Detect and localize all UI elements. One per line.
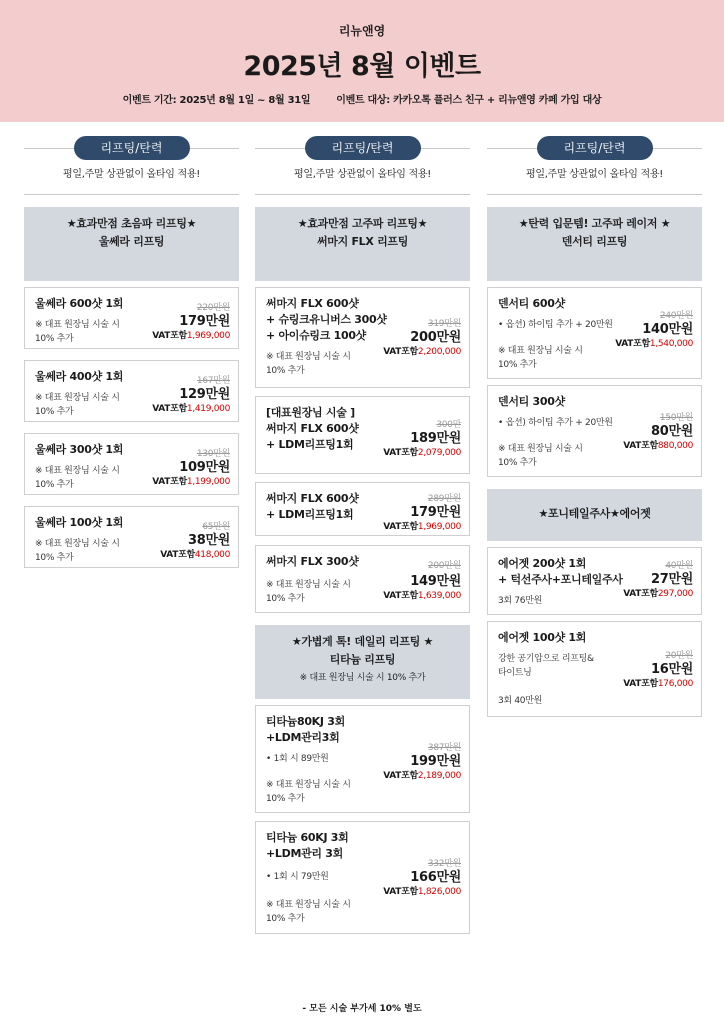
sale-price: 149만원 <box>410 574 461 589</box>
note-text: 10% 추가 <box>266 794 305 804</box>
note-text: ※ 대표 원장님 시술 시 <box>266 780 351 790</box>
section-banner <box>255 207 470 281</box>
note-text: 타이트닝 <box>498 668 532 678</box>
product-card[interactable] <box>487 621 702 717</box>
banner-line: ★효과만점 고주파 리프팅★ <box>297 217 428 230</box>
product-name: 티타늄80KJ 3회 +LDM관리3회 <box>266 715 345 744</box>
option-text: • 옵션) 하이팁 추가 + 20만원 <box>498 418 613 428</box>
vat-price: VAT포함1,199,000 <box>152 477 230 487</box>
product-name: 울쎄라 400샷 1회 <box>35 370 124 383</box>
footer-note: - 모든 시술 부가세 10% 별도 <box>302 1004 422 1014</box>
note-text: 10% 추가 <box>35 480 74 490</box>
event-period: 이벤트 기간: 2025년 8월 1일 ~ 8월 31일 <box>122 95 311 106</box>
vat-price: VAT포함1,419,000 <box>152 404 230 414</box>
product-card[interactable] <box>255 705 470 813</box>
event-info <box>0 91 724 106</box>
section-banner <box>255 625 470 699</box>
sale-price: 80만원 <box>650 424 693 439</box>
product-card[interactable] <box>255 396 470 474</box>
apply-note: 평일,주말 상관없이 올타임 적용! <box>63 169 200 180</box>
product-card[interactable] <box>255 821 470 934</box>
note-text: 10% 추가 <box>35 553 74 563</box>
vat-price: VAT포함2,200,000 <box>383 347 461 357</box>
brand-name: 리뉴앤영 <box>338 24 386 38</box>
column-1 <box>24 136 239 568</box>
note-text: ※ 대표 원장님 시술 시 <box>35 466 120 476</box>
divider <box>24 194 239 195</box>
vat-price: VAT포함176,000 <box>623 679 693 689</box>
banner-line: ★효과만점 초음파 리프팅★ <box>66 217 197 230</box>
column-2 <box>255 136 470 934</box>
product-name: 에어젯 100샷 1회 <box>498 631 587 644</box>
banner-line: 티타늄 리프팅 <box>329 653 396 666</box>
note-text: ※ 대표 원장님 시술 시 <box>35 320 120 330</box>
sale-price: 38만원 <box>187 533 230 548</box>
banner-line: 써마지 FLX 리프팅 <box>316 235 409 248</box>
sale-price: 166만원 <box>410 870 461 885</box>
note-text: ※ 대표 원장님 시술 시 <box>266 580 351 590</box>
product-name: 울쎄라 600샷 1회 <box>35 297 124 310</box>
product-name: 써마지 FLX 600샷 + LDM리프팅1회 <box>266 492 359 521</box>
category-pill: 리프팅/탄력 <box>305 136 421 160</box>
product-card[interactable] <box>255 545 470 613</box>
original-price: 200만원 <box>427 561 461 571</box>
vat-price: VAT포함2,189,000 <box>383 771 461 781</box>
sale-price: 27만원 <box>650 572 693 587</box>
note-text: 10% 추가 <box>266 914 305 924</box>
original-price: 130만원 <box>196 449 230 459</box>
section-banner <box>24 207 239 281</box>
vat-price: VAT포함1,540,000 <box>615 339 693 349</box>
product-card[interactable] <box>24 433 239 495</box>
divider <box>487 194 702 195</box>
banner-note: ※ 대표 원장님 시술 시 10% 추가 <box>299 673 426 683</box>
product-card[interactable] <box>24 506 239 568</box>
sale-price: 200만원 <box>410 330 461 345</box>
product-name: 덴서티 600샷 <box>498 297 565 310</box>
original-price: 319만원 <box>427 319 461 329</box>
sale-price: 109만원 <box>179 460 230 475</box>
product-name: 에어젯 200샷 1회 + 턱선주사+포니테일주사 <box>498 557 623 586</box>
category-header <box>24 136 239 160</box>
sale-price: 140만원 <box>642 322 693 337</box>
note-text: 3회 76만원 <box>498 596 543 606</box>
event-header <box>0 0 724 122</box>
product-name: 울쎄라 300샷 1회 <box>35 443 124 456</box>
option-text: • 1회 시 79만원 <box>266 872 329 882</box>
vat-price: VAT포함297,000 <box>623 589 693 599</box>
sale-price: 189만원 <box>410 431 461 446</box>
note-text: 10% 추가 <box>498 458 537 468</box>
product-name: 덴서티 300샷 <box>498 395 565 408</box>
original-price: 300만 <box>436 420 461 430</box>
category-header <box>487 136 702 160</box>
note-text: ※ 대표 원장님 시술 시 <box>498 444 583 454</box>
product-name: 써마지 FLX 300샷 <box>266 555 359 568</box>
original-price: 20만원 <box>665 651 693 661</box>
banner-line: ★탄력 입문템! 고주파 레이저 ★ <box>518 217 671 230</box>
original-price: 167만원 <box>196 376 230 386</box>
vat-price: VAT포함1,969,000 <box>152 331 230 341</box>
note-text: 10% 추가 <box>35 407 74 417</box>
vat-price: VAT포함1,969,000 <box>383 522 461 532</box>
page-title: 2025년 8월 이벤트 <box>243 51 481 82</box>
banner-line: ★포니테일주사★에어젯 <box>538 507 651 520</box>
original-price: 289만원 <box>427 494 461 504</box>
note-text: 강한 공기압으로 리프팅& <box>498 654 594 664</box>
vat-price: VAT포함1,639,000 <box>383 591 461 601</box>
original-price: 240만원 <box>659 311 693 321</box>
banner-line: ★가볍게 톡! 데일리 리프팅 ★ <box>291 635 434 648</box>
note-text: ※ 대표 원장님 시술 시 <box>498 346 583 356</box>
product-card[interactable] <box>24 360 239 422</box>
category-pill: 리프팅/탄력 <box>537 136 653 160</box>
note-text: 10% 추가 <box>498 360 537 370</box>
note-text: 10% 추가 <box>266 594 305 604</box>
product-card[interactable] <box>487 385 702 477</box>
original-price: 332만원 <box>427 859 461 869</box>
product-name: 티타늄 60KJ 3회 +LDM관리 3회 <box>266 831 349 860</box>
banner-line: 덴서티 리프팅 <box>561 235 628 248</box>
vat-price: VAT포함880,000 <box>623 441 693 451</box>
product-card[interactable] <box>255 482 470 536</box>
category-pill: 리프팅/탄력 <box>74 136 190 160</box>
note-text: ※ 대표 원장님 시술 시 <box>266 352 351 362</box>
original-price: 150만원 <box>659 413 693 423</box>
sale-price: 129만원 <box>179 387 230 402</box>
option-text: • 1회 시 89만원 <box>266 754 329 764</box>
option-text: • 옵션) 하이팁 추가 + 20만원 <box>498 320 613 330</box>
sale-price: 199만원 <box>410 754 461 769</box>
sale-price: 16만원 <box>650 662 693 677</box>
sale-price: 179만원 <box>179 314 230 329</box>
original-price: 65만원 <box>202 522 230 532</box>
vat-price: VAT포함418,000 <box>160 550 230 560</box>
event-target: 이벤트 대상: 카카오톡 플러스 친구 + 리뉴앤영 카페 가입 대상 <box>336 95 602 106</box>
product-card[interactable] <box>255 287 470 388</box>
original-price: 220만원 <box>196 303 230 313</box>
section-banner <box>487 489 702 541</box>
divider <box>255 194 470 195</box>
section-banner <box>487 207 702 281</box>
note-text: ※ 대표 원장님 시술 시 <box>35 393 120 403</box>
sale-price: 179만원 <box>410 505 461 520</box>
vat-price: VAT포함2,079,000 <box>383 448 461 458</box>
note-text: 10% 추가 <box>266 366 305 376</box>
note-text: 10% 추가 <box>35 334 74 344</box>
note-text: ※ 대표 원장님 시술 시 <box>266 900 351 910</box>
product-card[interactable] <box>24 287 239 349</box>
original-price: 387만원 <box>427 743 461 753</box>
note-text: 3회 40만원 <box>498 696 543 706</box>
note-text: ※ 대표 원장님 시술 시 <box>35 539 120 549</box>
column-3 <box>487 136 702 717</box>
product-card[interactable] <box>487 287 702 379</box>
apply-note: 평일,주말 상관없이 올타임 적용! <box>294 169 431 180</box>
original-price: 40만원 <box>665 561 693 571</box>
product-name: 써마지 FLX 600샷 + 슈링크유니버스 300샷 + 아이슈링크 100샷 <box>266 297 387 342</box>
vat-price: VAT포함1,826,000 <box>383 887 461 897</box>
product-name: [대표원장님 시술 ] 써마지 FLX 600샷 + LDM리프팅1회 <box>266 406 359 451</box>
banner-line: 울쎄라 리프팅 <box>98 235 165 248</box>
apply-note: 평일,주말 상관없이 올타임 적용! <box>526 169 663 180</box>
category-header <box>255 136 470 160</box>
product-card[interactable] <box>487 547 702 615</box>
product-name: 울쎄라 100샷 1회 <box>35 516 124 529</box>
